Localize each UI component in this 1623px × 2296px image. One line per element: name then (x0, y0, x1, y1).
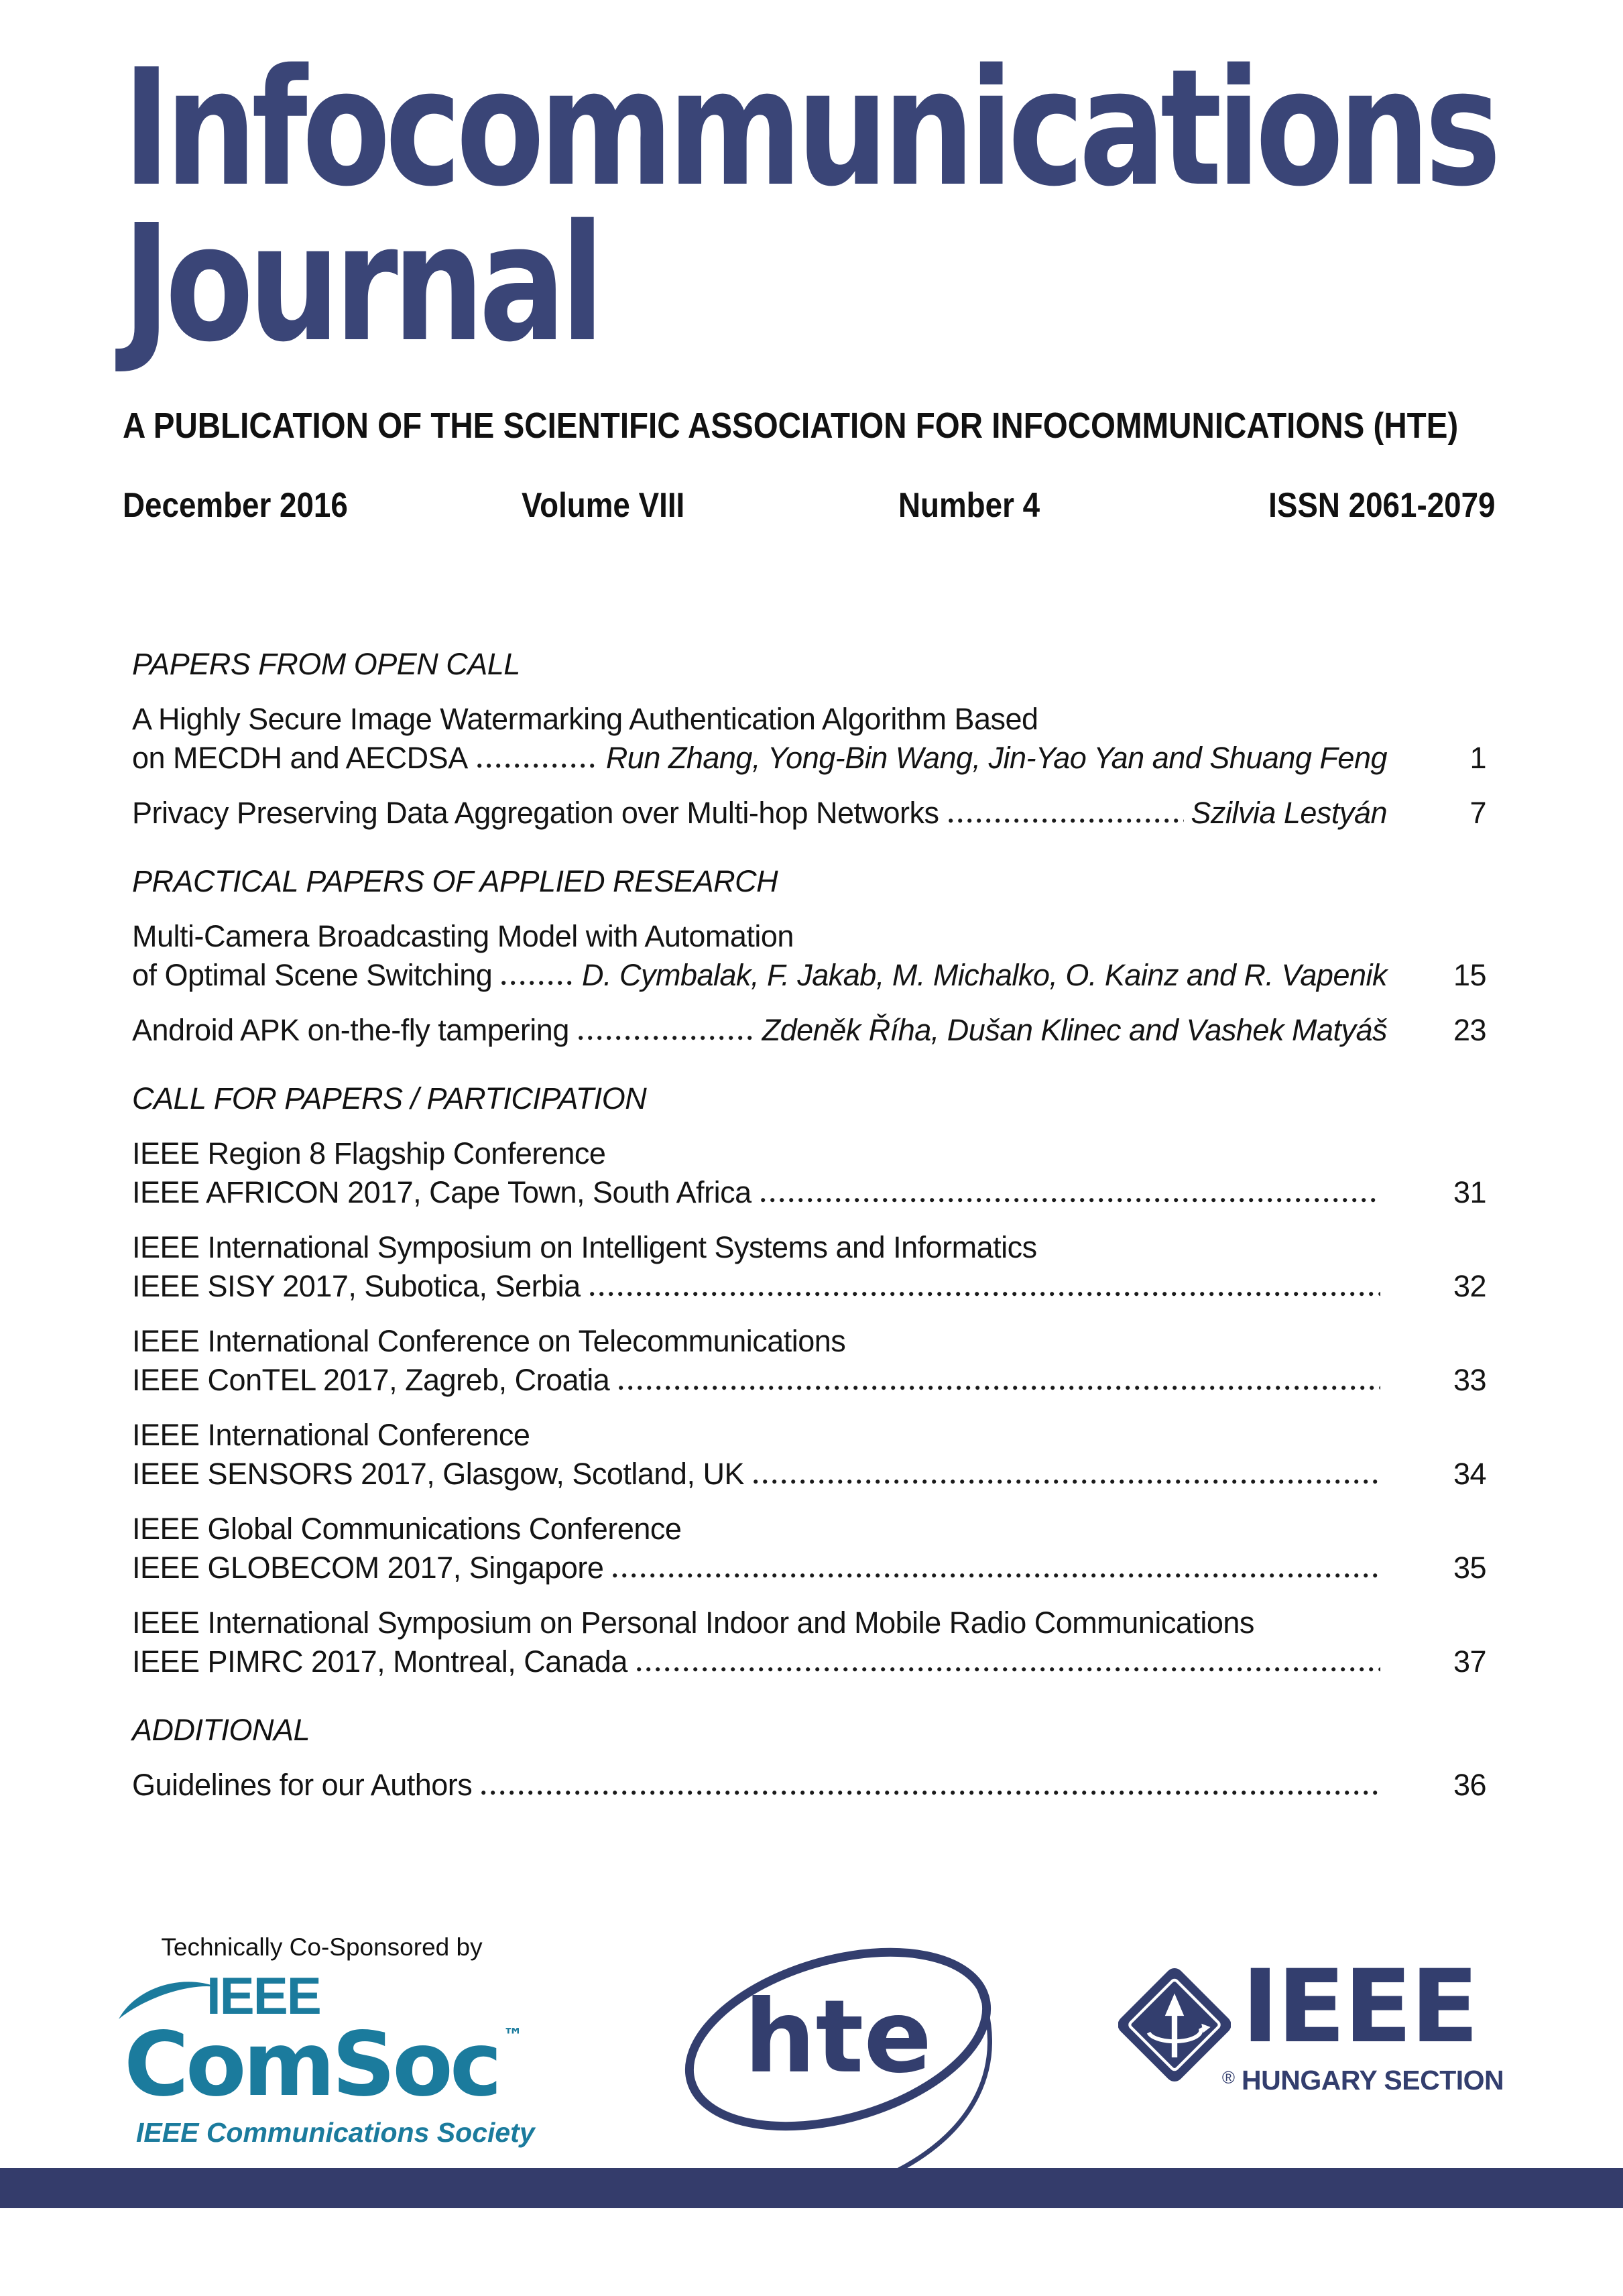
toc-section-entries (132, 700, 1486, 833)
toc-entry-title: IEEE International Symposium on Personal Indoor and Mobile Radio Communications (132, 1606, 1254, 1640)
toc-entry-leader-text: of Optimal Scene Switching (132, 958, 493, 992)
toc-entry-title: IEEE Global Communications Conference (132, 1512, 682, 1546)
toc-entry-row (132, 1642, 1486, 1681)
journal-title-line1: Infocommunications (123, 34, 1496, 222)
ieee-hungary-logo (1118, 1949, 1504, 2096)
hungary-section-label: HUNGARY SECTION (1242, 2064, 1504, 2096)
toc-entry (132, 700, 1486, 778)
toc-entry-row (132, 1267, 1486, 1306)
leader-dots (613, 1573, 1380, 1578)
toc-entry-row (132, 1766, 1486, 1805)
journal-logo-title (123, 34, 1496, 377)
leader-dots (501, 981, 575, 985)
toc-section (132, 645, 1486, 833)
toc-section-label: PAPERS FROM OPEN CALL (132, 647, 520, 681)
toc-entry-leader-text: on MECDH and AECDSA (132, 741, 468, 775)
toc-entry-page: 35 (1453, 1551, 1486, 1585)
toc-entry-title: Multi-Camera Broadcasting Model with Automation (132, 919, 794, 953)
toc-section-entries (132, 917, 1486, 1050)
toc-entry-title: IEEE International Conference on Telecommunications (132, 1324, 846, 1358)
ieee-comsoc-logo (124, 1966, 553, 2149)
toc-entry-row (132, 1011, 1486, 1050)
publisher-line: A PUBLICATION OF THE SCIENTIFIC ASSOCIATION FOR INFOCOMMUNICATIONS (HTE) (123, 406, 1459, 446)
toc-section-label: PRACTICAL PAPERS OF APPLIED RESEARCH (132, 864, 778, 898)
toc-entry-title: IEEE Region 8 Flagship Conference (132, 1136, 606, 1170)
toc-entry (132, 1510, 1486, 1587)
comsoc-name: ComSoc (124, 2013, 499, 2116)
toc-entry-authors: D. Cymbalak, F. Jakab, M. Michalko, O. Kainz and R. Vapenik (581, 958, 1387, 992)
toc-entry (132, 1766, 1486, 1805)
comsoc-ieee-text: IEEE (206, 1966, 320, 2025)
toc-entry-row (132, 739, 1486, 778)
ieee-diamond-icon (1118, 1964, 1231, 2089)
toc-entry-leader-text: IEEE GLOBECOM 2017, Singapore (132, 1551, 604, 1585)
toc-entry-page: 36 (1453, 1768, 1486, 1802)
toc-entry-row (132, 1455, 1486, 1494)
toc-entry-leader-text: IEEE AFRICON 2017, Cape Town, South Africa (132, 1175, 752, 1209)
toc-entry-page: 34 (1453, 1457, 1486, 1491)
toc-entry-page: 23 (1453, 1013, 1486, 1047)
toc-entry-authors: Szilvia Lestyán (1191, 796, 1387, 830)
comsoc-swoosh-icon (117, 1979, 218, 2022)
toc-entry (132, 1416, 1486, 1494)
toc-entry (132, 1604, 1486, 1681)
toc-section (132, 1079, 1486, 1681)
hte-orbit-icon (670, 1916, 1006, 2184)
toc-entry-title: IEEE International Symposium on Intelligent Systems and Informatics (132, 1230, 1037, 1264)
leader-dots (477, 764, 599, 768)
toc-entry-page: 37 (1453, 1644, 1486, 1679)
toc-entry-title: A Highly Secure Image Watermarking Authentication Algorithm Based (132, 702, 1038, 736)
toc-entry-row (132, 956, 1486, 995)
ieee-wordmark: IEEE (1242, 1949, 1478, 2065)
toc (132, 645, 1486, 1805)
toc-entry-row (132, 794, 1486, 833)
toc-entry-row (132, 1361, 1486, 1400)
toc-entry-row (132, 1549, 1486, 1587)
toc-entry-page: 7 (1469, 796, 1486, 830)
toc-entry-leader-text: Privacy Preserving Data Aggregation over Multi-hop Networks (132, 796, 939, 830)
toc-entry-leader-text: IEEE ConTEL 2017, Zagreb, Croatia (132, 1363, 610, 1397)
comsoc-tagline: IEEE Communications Society (136, 2117, 535, 2148)
toc-entry-leader-text: IEEE SISY 2017, Subotica, Serbia (132, 1269, 581, 1303)
toc-entry (132, 1322, 1486, 1400)
issue-meta-row (123, 485, 1495, 526)
toc-entry-page: 15 (1453, 958, 1486, 992)
toc-section (132, 862, 1486, 1050)
toc-entry-authors: Zdeněk Říha, Dušan Klinec and Vashek Matyáš (762, 1013, 1387, 1047)
toc-entry-authors: Run Zhang, Yong-Bin Wang, Jin-Yao Yan and Shuang Feng (605, 741, 1387, 775)
leader-dots (619, 1386, 1380, 1390)
comsoc-trademark: ™ (503, 2025, 524, 2048)
toc-entry-leader-text: Guidelines for our Authors (132, 1768, 473, 1802)
ieee-diamond-emblem (1118, 1964, 1235, 2092)
toc-entry (132, 794, 1486, 833)
toc-entry (132, 1011, 1486, 1050)
toc-section-entries (132, 1134, 1486, 1681)
toc-entry-title: IEEE International Conference (132, 1418, 530, 1452)
toc-entry (132, 917, 1486, 995)
issue-issn: ISSN 2061-2079 (1268, 486, 1495, 525)
toc-entry-page: 31 (1453, 1175, 1486, 1209)
footer-bar (0, 2168, 1623, 2208)
issue-number: Number 4 (898, 486, 1040, 525)
comsoc-logo-top (124, 1966, 553, 2025)
toc-section-label: ADDITIONAL (132, 1713, 310, 1747)
toc-section-label: CALL FOR PAPERS / PARTICIPATION (132, 1081, 647, 1115)
hte-logo (670, 1916, 1006, 2187)
toc-entry-leader-text: IEEE PIMRC 2017, Montreal, Canada (132, 1644, 627, 1679)
toc-entry-row (132, 1173, 1486, 1212)
leader-dots (590, 1292, 1380, 1296)
toc-entry (132, 1228, 1486, 1306)
hte-wordmark: hte (743, 1979, 933, 2096)
leader-dots (579, 1036, 756, 1040)
toc-section-entries (132, 1766, 1486, 1805)
leader-dots (761, 1198, 1380, 1203)
toc-entry-leader-text: IEEE SENSORS 2017, Glasgow, Scotland, UK (132, 1457, 744, 1491)
toc-entry (132, 1134, 1486, 1212)
comsoc-wordmark (124, 2013, 553, 2116)
leader-dots (949, 819, 1185, 823)
issue-volume: Volume VIII (522, 486, 685, 525)
toc-entry-page: 1 (1469, 741, 1486, 775)
toc-entry-page: 32 (1453, 1269, 1486, 1303)
issue-date: December 2016 (123, 486, 348, 525)
toc-entry-leader-text: Android APK on-the-fly tampering (132, 1013, 569, 1047)
ieee-hungary-text (1242, 1949, 1504, 2096)
sponsor-note: Technically Co-Sponsored by (161, 1933, 483, 1961)
leader-dots (637, 1667, 1380, 1672)
journal-title-line2: Journal (123, 190, 599, 377)
ieee-registered-mark: ® (1221, 2067, 1235, 2088)
toc-section (132, 1711, 1486, 1805)
toc-entry-page: 33 (1453, 1363, 1486, 1397)
leader-dots (481, 1791, 1380, 1795)
leader-dots (754, 1479, 1380, 1484)
